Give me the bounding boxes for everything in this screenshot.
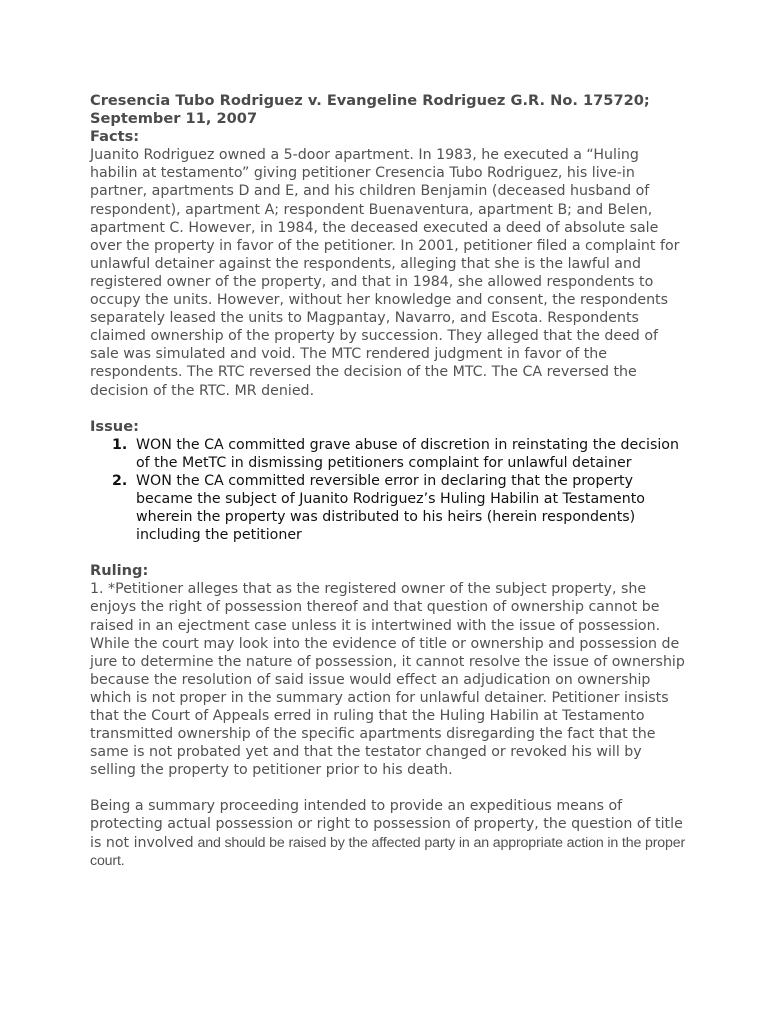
section-spacer	[90, 400, 690, 418]
ruling-paragraph-2-part-2: and should be raised by the affected party in an appropriate action in the proper court.	[90, 834, 686, 869]
issue-number-2: 2.	[112, 472, 128, 489]
case-title: Cresencia Tubo Rodriguez v. Evangeline Rodriguez G.R. No. 175720; September 11, 2007	[90, 92, 650, 128]
ruling-paragraph-2-part-1: Being a summary proceeding intended to provide an expeditious means of protecting actual possession or right to possession of property, the question of title is not involved	[90, 798, 683, 851]
ruling-label: Ruling:	[90, 562, 149, 580]
issue-text-2: WON the CA committed reversible error in declaring that the property became the subject of Juanito Rodriguez’s Huling Habilin at Testamento wherein the property was distributed to his heirs (herein respondents) including the petitioner	[136, 472, 645, 544]
ruling-paragraph-2	[90, 797, 690, 869]
issue-item-1	[90, 436, 690, 472]
section-spacer	[90, 779, 690, 797]
issue-number-1: 1.	[112, 436, 128, 453]
issue-text-1: WON the CA committed grave abuse of discretion in reinstating the decision of the MetTC in dismissing petitioners complaint for unlawful detainer	[136, 436, 679, 471]
ruling-paragraph-1: 1. *Petitioner alleges that as the registered owner of the subject property, she enjoys the right of possession thereof and that question of ownership cannot be raised in an ejectment case unless it is intertwined with the issue of possession. While the court may look into the evidence of title or ownership and possession de jure to determine the nature of possession, it cannot resolve the issue of ownership because the resolution of said issue would effect an adjudication on ownership which is not proper in the summary action for unlawful detainer. Petitioner insists that the Court of Appeals erred in ruling that the Huling Habilin at Testamento transmitted ownership of the specific apartments disregarding the fact that the same is not probated yet and that the testator changed or revoked his will by selling the property to petitioner prior to his death.	[90, 581, 685, 779]
issue-item-2	[90, 472, 690, 544]
document-page	[90, 92, 690, 870]
section-spacer	[90, 544, 690, 562]
facts-label: Facts:	[90, 128, 140, 146]
facts-text: Juanito Rodriguez owned a 5-door apartment. In 1983, he executed a “Huling habilin at testamento” giving petitioner Cresencia Tubo Rodriguez, his live-in partner, apartments D and E, and his children Benjamin (deceased husband of respondent), apartment A; respondent Buenaventura, apartment B; and Belen, apartment C. However, in 1984, the deceased executed a deed of absolute sale over the property in favor of the petitioner. In 2001, petitioner filed a complaint for unlawful detainer against the respondents, alleging that she is the lawful and registered owner of the property, and that in 1984, she allowed respondents to occupy the units. However, without her knowledge and consent, the respondents separately leased the units to Magpantay, Navarro, and Escota. Respondents claimed ownership of the property by succession. They alleged that the deed of sale was simulated and void. The MTC rendered judgment in favor of the respondents. The RTC reversed the decision of the MTC. The CA reversed the decision of the RTC. MR denied.	[90, 147, 680, 399]
issue-list	[90, 436, 690, 545]
issue-label: Issue:	[90, 417, 139, 435]
